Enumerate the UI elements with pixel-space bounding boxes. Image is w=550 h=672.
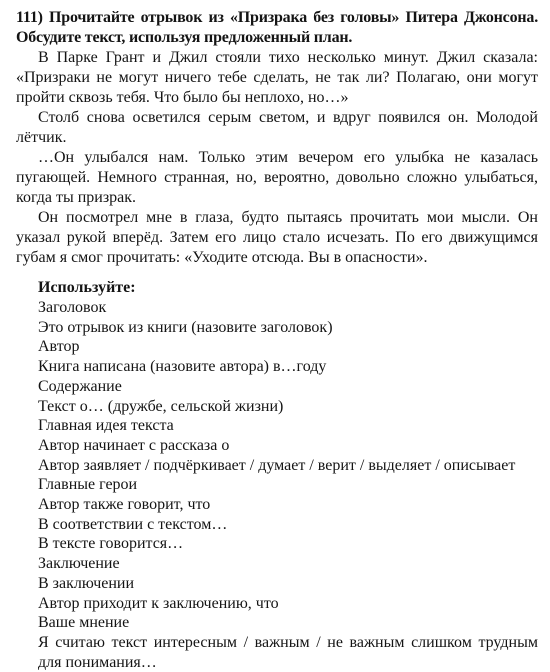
plan-item: Автор также говорит, что <box>38 496 211 514</box>
plan-item: Главные герои <box>38 476 138 494</box>
plan-item: Заголовок <box>38 299 107 316</box>
exercise-title: 111) Прочитайте отрывок из «Призрака без головы» Питера Джонсона. Обсудите текст, используя предложенный план. <box>16 9 538 46</box>
plan-item: В заключении <box>38 574 135 592</box>
plan-item: Я считаю текст интересным / важным / не важным слишком трудным для понимания… <box>38 633 538 671</box>
plan-item: Текст о… (дружбе, сельской жизни) <box>38 397 284 415</box>
use-heading: Используйте: <box>38 279 136 296</box>
plan-item: Заключение <box>38 555 120 573</box>
story-paragraph: Столб снова осветился серым светом, и вдруг появился он. Молодой лётчик. <box>16 109 538 146</box>
story-excerpt <box>16 48 538 268</box>
story-paragraph: …Он улыбался нам. Только этим вечером его улыбка не казалась пугающей. Немного странная, но, вероятно, довольно сложно улыбаться, когда ты призрак. <box>16 149 538 206</box>
plan-item: Это отрывок из книги (назовите заголовок) <box>38 318 333 336</box>
plan-item: Главная идея текста <box>38 417 174 435</box>
plan-item: В тексте говорится… <box>38 535 184 553</box>
plan-item: Книга написана (назовите автора) в…году <box>38 358 327 376</box>
plan-item: Ваше мнение <box>38 614 130 632</box>
story-paragraph: В Парке Грант и Джил стояли тихо несколько минут. Джил сказала: «Призраки не могут ничего тебе сделать, не так ли? Полагаю, они могут пройти сквозь тебя. Что было бы неплохо, но…» <box>16 49 538 106</box>
plan-list <box>16 298 538 672</box>
plan-item: Автор начинает с рассказа о <box>38 436 230 454</box>
plan-item: Автор заявляет / подчёркивает / думает / верит / выделяет / описывает <box>38 456 516 474</box>
plan-item: Содержание <box>38 377 122 395</box>
plan-item: Автор приходит к заключению, что <box>38 594 279 612</box>
plan-item: В соответствии с текстом… <box>38 515 228 533</box>
plan-item: Автор <box>38 338 80 356</box>
story-paragraph: Он посмотрел мне в глаза, будто пытаясь прочитать мои мысли. Он указал рукой вперёд. Затем его лицо стало исчезать. По его движущимся губам я смог прочитать: «Уходите отсюда. Вы в опасности». <box>16 209 538 266</box>
